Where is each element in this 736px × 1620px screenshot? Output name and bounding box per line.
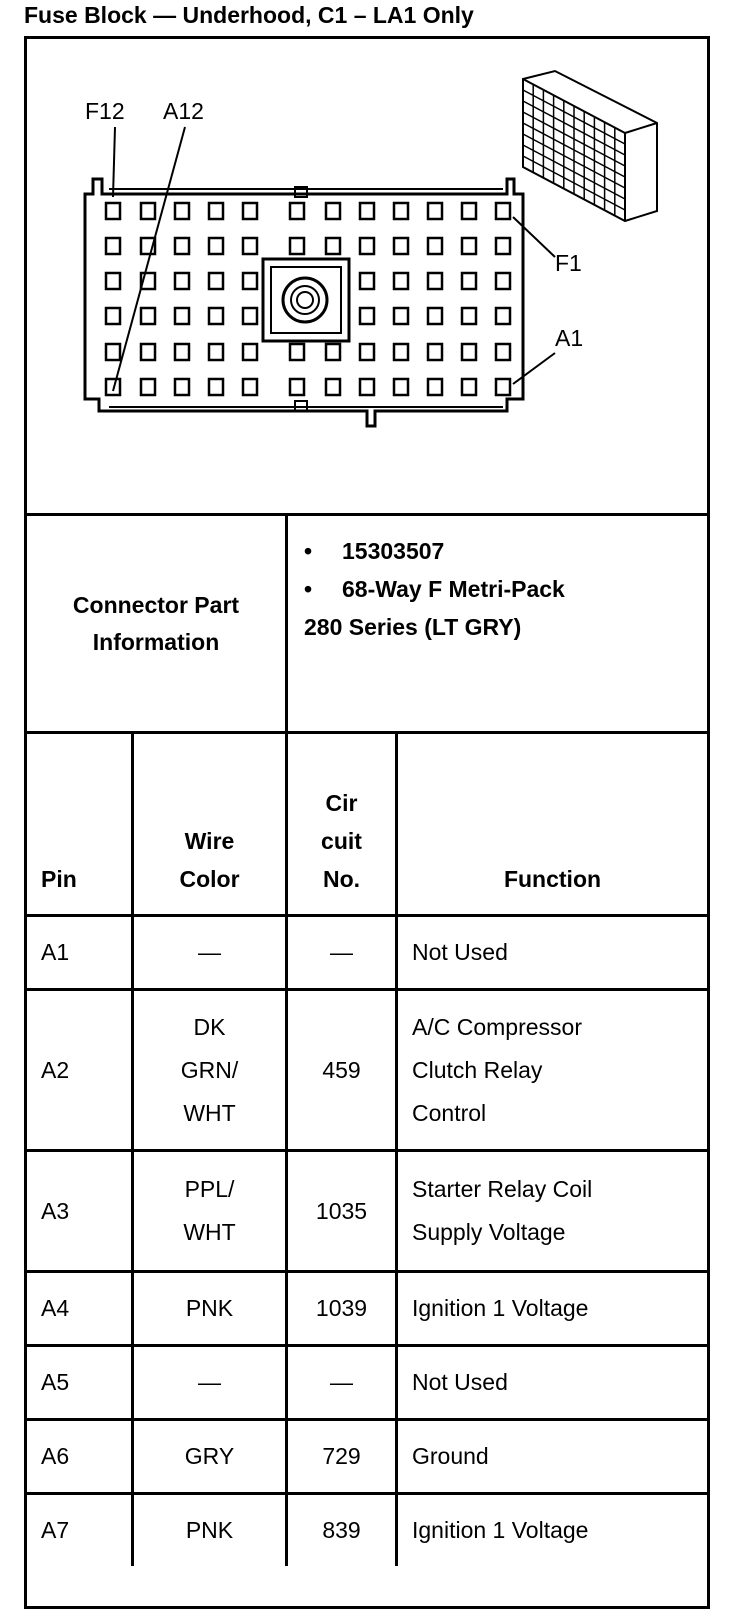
pin-cavity: [496, 238, 510, 254]
pin-cavity: [496, 273, 510, 289]
circuit-cell-text: [316, 1287, 367, 1330]
header-wire-color: [134, 734, 285, 914]
description-item: • 68-Way F Metri-Pack: [304, 576, 565, 602]
wire-color-cell: [134, 1421, 285, 1492]
pin-cavity: [428, 379, 442, 395]
pin-cavity: [243, 238, 257, 254]
wire-color-cell-line: PNK: [185, 1517, 234, 1543]
wire-color-cell-line: WHT: [183, 1219, 236, 1245]
function-cell-line: Not Used: [412, 939, 508, 965]
connector-face-drawing: [27, 39, 707, 534]
pin-cell: [27, 1347, 131, 1418]
pin-cavity: [106, 273, 120, 289]
circuit-cell: [288, 1347, 395, 1418]
circuit-cell-text: [316, 1190, 367, 1233]
wire-color-cell-line: WHT: [183, 1099, 236, 1126]
header-wire-color-line: Color: [179, 866, 240, 892]
pin-cavity: [290, 203, 304, 219]
connector-iso-thumbnail: [523, 71, 657, 221]
header-circuit-no: [288, 734, 395, 914]
circuit-cell-line: —: [330, 1369, 353, 1395]
circuit-cell: [288, 1273, 395, 1344]
pin-cavity: [175, 273, 189, 289]
pin-cavity: [326, 344, 340, 360]
pin-cavity: [360, 238, 374, 254]
pin-cavity: [175, 344, 189, 360]
wire-color-cell-line: PPL/: [184, 1176, 235, 1202]
pin-cavity: [106, 344, 120, 360]
pin-cavity: [243, 203, 257, 219]
pin-cavity: [496, 203, 510, 219]
pin-cavity: [141, 379, 155, 395]
pin-cavity: [428, 344, 442, 360]
function-cell: [398, 1152, 707, 1270]
wire-color-cell-line: GRN/: [180, 1056, 239, 1083]
wire-color-cell-line: DK: [193, 1013, 226, 1040]
circuit-cell-line: 459: [322, 1056, 361, 1083]
wire-color-cell: [134, 917, 285, 988]
function-cell: [398, 1347, 707, 1418]
pin-cavity: [462, 203, 476, 219]
function-cell: [398, 1421, 707, 1492]
pin-table: [27, 734, 707, 1606]
pin-cavity: [106, 203, 120, 219]
function-cell-line: Control: [412, 1099, 487, 1126]
pin-cell-text: [41, 1435, 69, 1478]
pin-cavity: [175, 203, 189, 219]
function-cell-text: [412, 931, 508, 974]
header-function-line: Function: [503, 866, 602, 892]
pin-cavity: [394, 238, 408, 254]
function-cell-line: Supply Voltage: [412, 1219, 566, 1245]
pin-cell: [27, 1273, 131, 1344]
header-pin-line: Pin: [41, 866, 77, 892]
circuit-cell: [288, 1152, 395, 1270]
pin-cell-text: [41, 1287, 69, 1330]
pin-cell-line: A5: [41, 1369, 70, 1395]
pin-cavity: [394, 273, 408, 289]
pin-cell-line: A3: [41, 1197, 70, 1224]
wire-color-cell: [134, 991, 285, 1149]
pin-cavity: [175, 238, 189, 254]
circuit-cell-text: [322, 1509, 360, 1552]
circuit-cell: [288, 917, 395, 988]
pin-cell-line: A7: [41, 1517, 70, 1543]
connector-info-label-line1: Connector Part: [72, 591, 240, 618]
pin-cavity: [243, 273, 257, 289]
pin-cavity: [290, 379, 304, 395]
function-cell: [398, 917, 707, 988]
pin-cavity: [209, 344, 223, 360]
wire-color-cell-line: —: [198, 1369, 221, 1395]
pin-cavity: [462, 238, 476, 254]
pin-cavity: [394, 203, 408, 219]
header-pin: [27, 734, 131, 914]
pin-cavity: [360, 379, 374, 395]
circuit-cell-text: [330, 1361, 353, 1404]
pin-cavity: [462, 344, 476, 360]
pin-cavity: [209, 379, 223, 395]
pin-cavity: [141, 344, 155, 360]
pin-cavity: [209, 238, 223, 254]
wire-color-cell: [134, 1273, 285, 1344]
pin-cavity: [496, 308, 510, 324]
header-circuit-no-text: [321, 784, 362, 898]
pin-cavity: [106, 238, 120, 254]
function-cell-line: Ground: [412, 1443, 489, 1469]
pin-cell: [27, 991, 131, 1149]
pin-cavity: [428, 238, 442, 254]
callout-f12: F12: [85, 98, 125, 124]
pin-cell-line: A2: [41, 1056, 70, 1083]
pin-cell: [27, 1421, 131, 1492]
circuit-cell-text: [322, 1049, 360, 1092]
pin-cell-line: A1: [41, 939, 70, 965]
wire-color-cell-text: [198, 1361, 221, 1404]
pin-cavity: [106, 379, 120, 395]
pin-cavity: [243, 344, 257, 360]
pin-cell: [27, 1495, 131, 1566]
connector-diagram: [27, 39, 707, 534]
wire-color-cell-line: GRY: [184, 1443, 235, 1469]
function-cell-line: Clutch Relay: [412, 1056, 543, 1083]
callout-a1: A1: [555, 325, 584, 351]
circuit-cell-line: 1039: [315, 1295, 368, 1321]
circuit-cell-line: 729: [322, 1443, 361, 1469]
circuit-cell: [288, 991, 395, 1149]
pin-cavity: [106, 308, 120, 324]
header-function-text: [504, 860, 601, 898]
function-cell-text: [412, 1435, 489, 1478]
pin-cavity: [175, 379, 189, 395]
wire-color-cell-text: [181, 1006, 239, 1135]
pin-cell-text: [41, 931, 69, 974]
description-line2: 280 Series (LT GRY): [304, 614, 522, 640]
pin-cavity: [141, 203, 155, 219]
pin-cavity: [360, 344, 374, 360]
wire-color-cell-text: [198, 931, 221, 974]
circuit-cell-line: 839: [322, 1517, 361, 1543]
pin-cavity: [462, 273, 476, 289]
pin-cavity: [243, 379, 257, 395]
pin-cell-text: [41, 1049, 69, 1092]
function-cell-line: Ignition 1 Voltage: [412, 1295, 589, 1321]
wire-color-cell: [134, 1152, 285, 1270]
part-number: 15303507: [342, 538, 445, 564]
function-cell-line: A/C Compressor: [412, 1013, 582, 1040]
pin-cell: [27, 917, 131, 988]
page-title: Fuse Block — Underhood, C1 – LA1 Only: [24, 2, 474, 28]
pin-cell-line: A6: [41, 1443, 70, 1469]
pin-cell-text: [41, 1190, 69, 1233]
connector-sheet: [24, 36, 710, 1609]
function-cell-text: [412, 1287, 588, 1330]
callout-f1: F1: [555, 250, 582, 276]
pin-cavity: [394, 308, 408, 324]
pin-cavity: [326, 238, 340, 254]
pin-cavity: [290, 238, 304, 254]
function-cell-text: [412, 1006, 582, 1135]
connector-info-label-line2: Information: [92, 628, 220, 655]
circuit-cell: [288, 1495, 395, 1566]
pin-cavity: [360, 308, 374, 324]
pin-cavity: [360, 203, 374, 219]
callout-a12: A12: [163, 98, 204, 124]
circuit-cell-line: —: [330, 939, 353, 965]
pin-cavity: [141, 308, 155, 324]
pin-cavity: [360, 273, 374, 289]
function-cell: [398, 1495, 707, 1566]
function-cell-text: [412, 1361, 508, 1404]
pin-cell-line: A4: [41, 1295, 70, 1321]
pin-cavity: [326, 203, 340, 219]
header-wire-color-line: Wire: [184, 828, 235, 854]
function-cell: [398, 991, 707, 1149]
header-wire-color-text: [179, 822, 239, 898]
wire-color-cell: [134, 1495, 285, 1566]
wire-color-cell-text: [185, 1435, 234, 1478]
function-cell-line: Not Used: [412, 1369, 508, 1395]
function-cell-text: [412, 1168, 592, 1254]
pin-cell: [27, 1152, 131, 1270]
circuit-cell-text: [322, 1435, 360, 1478]
header-circuit-no-line: Cir: [325, 790, 358, 816]
pin-cavity: [290, 344, 304, 360]
pin-cavity: [428, 308, 442, 324]
wire-color-cell-line: PNK: [185, 1295, 234, 1321]
pin-cavity: [209, 203, 223, 219]
pin-cavity: [209, 308, 223, 324]
part-number-item: • 15303507: [304, 538, 445, 564]
description-line1: 68-Way F Metri-Pack: [342, 576, 565, 602]
pin-cell-text: [41, 1509, 69, 1552]
pin-cavity: [209, 273, 223, 289]
pin-cavity: [496, 379, 510, 395]
wire-color-cell-text: [186, 1287, 233, 1330]
pin-cavity: [394, 344, 408, 360]
wire-color-cell: [134, 1347, 285, 1418]
wire-color-cell-line: —: [198, 939, 221, 965]
function-cell: [398, 1273, 707, 1344]
pin-cavity: [428, 273, 442, 289]
connector-info-label: [27, 516, 285, 731]
header-function: [398, 734, 707, 914]
circuit-cell-line: 1035: [315, 1197, 368, 1224]
pin-cavity: [394, 379, 408, 395]
pin-cavities: [106, 203, 510, 395]
pin-cavity: [243, 308, 257, 324]
header-circuit-no-line: cuit: [321, 828, 362, 854]
function-cell-line: Ignition 1 Voltage: [412, 1517, 589, 1543]
pin-cavity: [428, 203, 442, 219]
header-pin-text: [41, 860, 77, 898]
circuit-cell: [288, 1421, 395, 1492]
pin-cell-text: [41, 1361, 69, 1404]
function-cell-text: [412, 1509, 588, 1552]
function-cell-line: Starter Relay Coil: [412, 1176, 593, 1202]
pin-cavity: [496, 344, 510, 360]
pin-cavity: [462, 308, 476, 324]
pin-cavity: [175, 308, 189, 324]
pin-cavity: [462, 379, 476, 395]
header-circuit-no-line: No.: [322, 866, 361, 892]
pin-cavity: [326, 379, 340, 395]
connector-info-details: [288, 516, 707, 731]
wire-color-cell-text: [186, 1509, 233, 1552]
wire-color-cell-text: [183, 1168, 235, 1254]
circuit-cell-text: [330, 931, 353, 974]
